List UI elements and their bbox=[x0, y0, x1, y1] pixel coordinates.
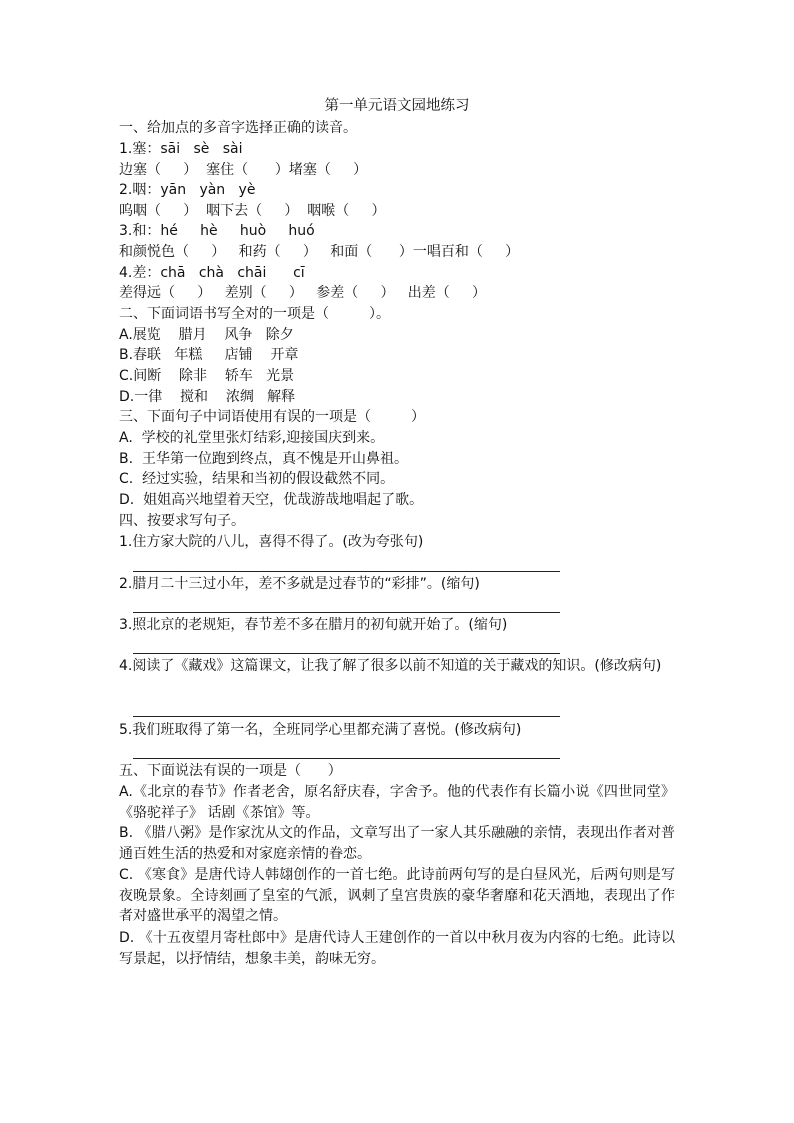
q1-item-4-pinyin: 4.差：chā chà chāi cī bbox=[119, 265, 305, 281]
q5-option-b: B. 《腊八粥》是作家沈从文的作品，文章写出了一家人其乐融融的亲情，表现出作者对普通百姓生活的热爱和对家庭亲情的眷恋。 bbox=[119, 825, 675, 862]
answer-line-4[interactable] bbox=[133, 716, 560, 717]
q5-option-c: C. 《寒食》是唐代诗人韩翃创作的一首七绝。此诗前两句写的是白昼风光，后两句则是写夜晚景象。全诗刻画了皇室的气派，讽刺了皇宫贵族的豪华奢靡和花天酒地，表现出了作者对盛世承平的渴望之情。 bbox=[119, 867, 675, 925]
section-2-heading: 二、下面词语书写全对的一项是（ ）。 bbox=[119, 306, 391, 322]
q4-item-5: 5.我们班取得了第一名，全班同学心里都充满了喜悦。(修改病句) bbox=[119, 722, 522, 738]
q1-item-3-words: 和颜悦色（ ） 和药（ ） 和面（ ）一唱百和（ ） bbox=[119, 244, 520, 260]
q2-option-d: D.一律 搅和 浓绸 解释 bbox=[119, 389, 296, 405]
q1-item-2-words: 呜咽（ ） 咽下去（ ） 咽喉（ ） bbox=[119, 203, 386, 219]
answer-line-3[interactable] bbox=[133, 653, 560, 654]
q4-item-2: 2.腊月二十三过小年，差不多就是过春节的“彩排”。(缩句) bbox=[119, 576, 480, 592]
q3-option-b: B. 王华第一位跑到终点，真不愧是开山鼻祖。 bbox=[119, 451, 408, 467]
section-5-heading: 五、下面说法有误的一项是（ ） bbox=[119, 763, 342, 779]
answer-line-5[interactable] bbox=[133, 758, 560, 759]
q5-option-d: D. 《十五夜望月寄杜郎中》是唐代诗人王建创作的一首以中秋月夜为内容的七绝。此诗以写景起，以抒情结，想象丰美，韵味无穷。 bbox=[119, 930, 675, 967]
q3-option-d: D. 姐姐高兴地望着天空，优哉游哉地唱起了歌。 bbox=[119, 492, 424, 508]
q2-option-a: A.展览 腊月 风争 除夕 bbox=[119, 327, 294, 343]
q4-item-3: 3.照北京的老规矩，春节差不多在腊月的初旬就开始了。(缩句) bbox=[119, 617, 508, 633]
answer-line-2[interactable] bbox=[133, 612, 560, 613]
q1-item-1-words: 边塞（ ） 塞住（ ）堵塞（ ） bbox=[119, 162, 368, 178]
section-4-heading: 四、按要求写句子。 bbox=[119, 513, 245, 529]
q3-option-c: C. 经过实验，结果和当初的假设截然不同。 bbox=[119, 471, 395, 487]
q4-item-4: 4.阅读了《藏戏》这篇课文，让我了解了很多以前不知道的关于藏戏的知识。(修改病句) bbox=[119, 658, 662, 674]
q1-item-4-words: 差得远（ ） 差别（ ） 参差（ ） 出差（ ） bbox=[119, 285, 487, 301]
answer-line-1[interactable] bbox=[133, 571, 560, 572]
q1-item-1-pinyin: 1.塞：sāi sè sài bbox=[119, 141, 243, 157]
q4-item-1: 1.住方家大院的八儿，喜得不得了。(改为夸张句) bbox=[119, 534, 424, 550]
q1-item-2-pinyin: 2.咽：yān yàn yè bbox=[119, 182, 256, 198]
q5-option-a: A.《北京的春节》作者老舍，原名舒庆春，字舍予。他的代表作有长篇小说《四世同堂》《骆驼祥子》 话剧《茶馆》等。 bbox=[119, 784, 675, 821]
section-1-heading: 一、给加点的多音字选择正确的读音。 bbox=[119, 120, 357, 136]
q3-option-a: A. 学校的礼堂里张灯结彩,迎接国庆到来。 bbox=[119, 430, 385, 446]
q2-option-b: B.春联 年糕 店铺 开章 bbox=[119, 347, 299, 363]
q1-item-3-pinyin: 3.和：hé hè huò huó bbox=[119, 223, 315, 239]
page-title: 第一单元语文园地练习 bbox=[324, 98, 470, 114]
section-3-heading: 三、下面句子中词语使用有误的一项是（ ） bbox=[119, 409, 426, 425]
q2-option-c: C.间断 除非 轿车 光景 bbox=[119, 368, 295, 384]
